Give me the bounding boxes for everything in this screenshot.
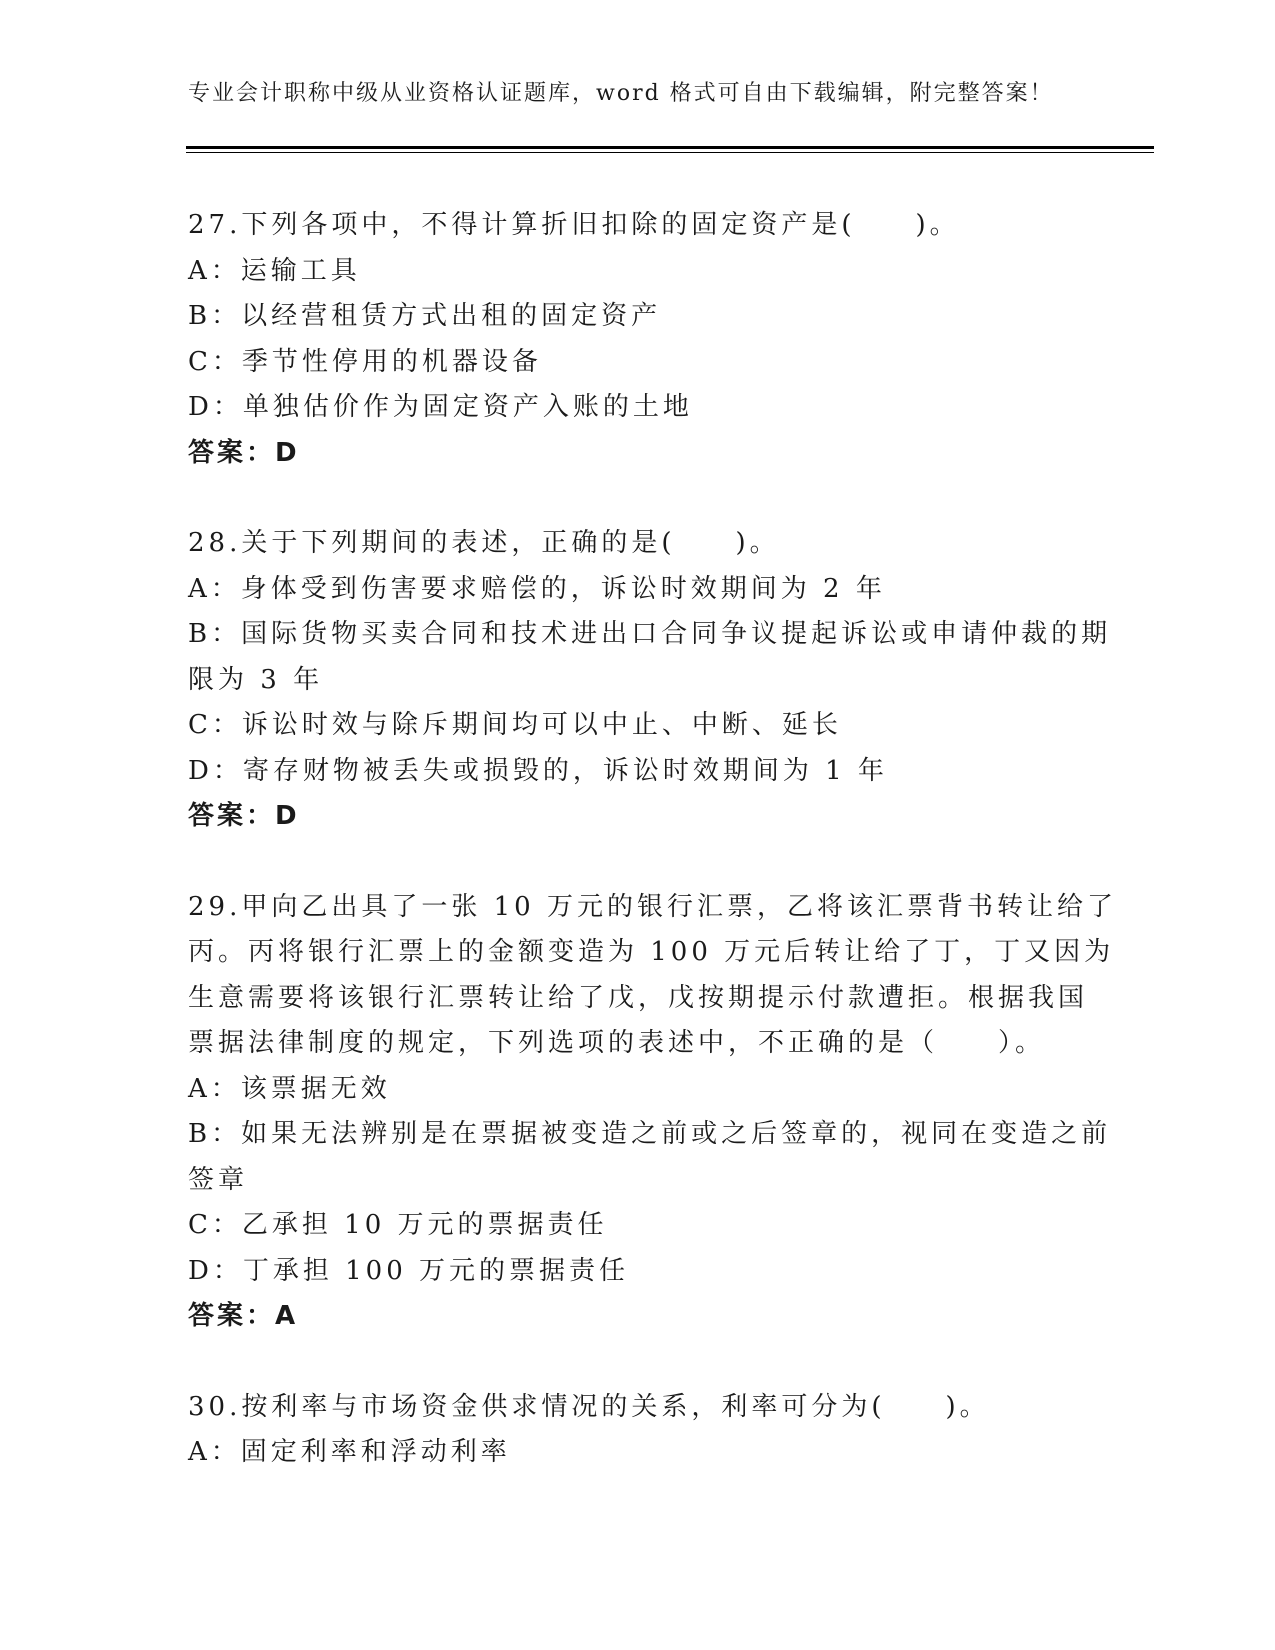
answer-option: B：国际货物买卖合同和技术进出口合同争议提起诉讼或申请仲裁的期 (188, 619, 1112, 649)
question-block (188, 885, 1117, 1340)
answer-option: A：运输工具 (188, 255, 361, 286)
question-block (188, 203, 1088, 476)
answer-key: 答案：D (188, 801, 300, 831)
answer-option: 限为 3 年 (188, 664, 324, 695)
header-rule-thin (186, 152, 1154, 153)
answer-option: D：丁承担 100 万元的票据责任 (188, 1255, 630, 1286)
answer-option: C：季节性停用的机器设备 (188, 346, 542, 377)
answer-option: C：诉讼时效与除斥期间均可以中止、中断、延长 (188, 710, 842, 740)
header-rule-thick (186, 146, 1154, 149)
answer-option: B：以经营租赁方式出租的固定资产 (188, 301, 662, 331)
answer-option: B：如果无法辨别是在票据被变造之前或之后签章的，视同在变造之前 (188, 1119, 1112, 1149)
answer-option: C：乙承担 10 万元的票据责任 (188, 1210, 608, 1240)
answer-key: 答案：A (188, 1301, 299, 1331)
question-stem: 27.下列各项中，不得计算折旧扣除的固定资产是( )。 (188, 210, 960, 240)
question-stem: 30.按利率与市场资金供求情况的关系，利率可分为( )。 (188, 1391, 990, 1422)
answer-option: D：寄存财物被丢失或损毁的，诉讼时效期间为 1 年 (188, 755, 888, 786)
question-block (188, 521, 1112, 840)
question-stem: 28.关于下列期间的表述，正确的是( )。 (188, 528, 780, 558)
answer-option: A：固定利率和浮动利率 (188, 1437, 511, 1467)
question-stem: 票据法律制度的规定，下列选项的表述中，不正确的是（ ）。 (188, 1028, 1046, 1058)
question-stem: 29.甲向乙出具了一张 10 万元的银行汇票，乙将该汇票背书转让给了 (188, 891, 1117, 922)
answer-option: D：单独估价作为固定资产入账的土地 (188, 392, 693, 422)
question-block (188, 1385, 1088, 1476)
question-stem: 生意需要将该银行汇票转让给了戊，戊按期提示付款遭拒。根据我国 (188, 982, 1089, 1013)
page-header: 专业会计职称中级从业资格认证题库，word 格式可自由下载编辑，附完整答案！ (188, 81, 1054, 106)
answer-option: A：身体受到伤害要求赔偿的，诉讼时效期间为 2 年 (188, 573, 886, 604)
answer-option: 签章 (188, 1164, 249, 1195)
answer-key: 答案：D (188, 437, 300, 468)
answer-option: A：该票据无效 (188, 1073, 391, 1104)
question-list (188, 203, 1117, 1521)
question-stem: 丙。丙将银行汇票上的金额变造为 100 万元后转让给了丁，丁又因为 (188, 937, 1115, 967)
